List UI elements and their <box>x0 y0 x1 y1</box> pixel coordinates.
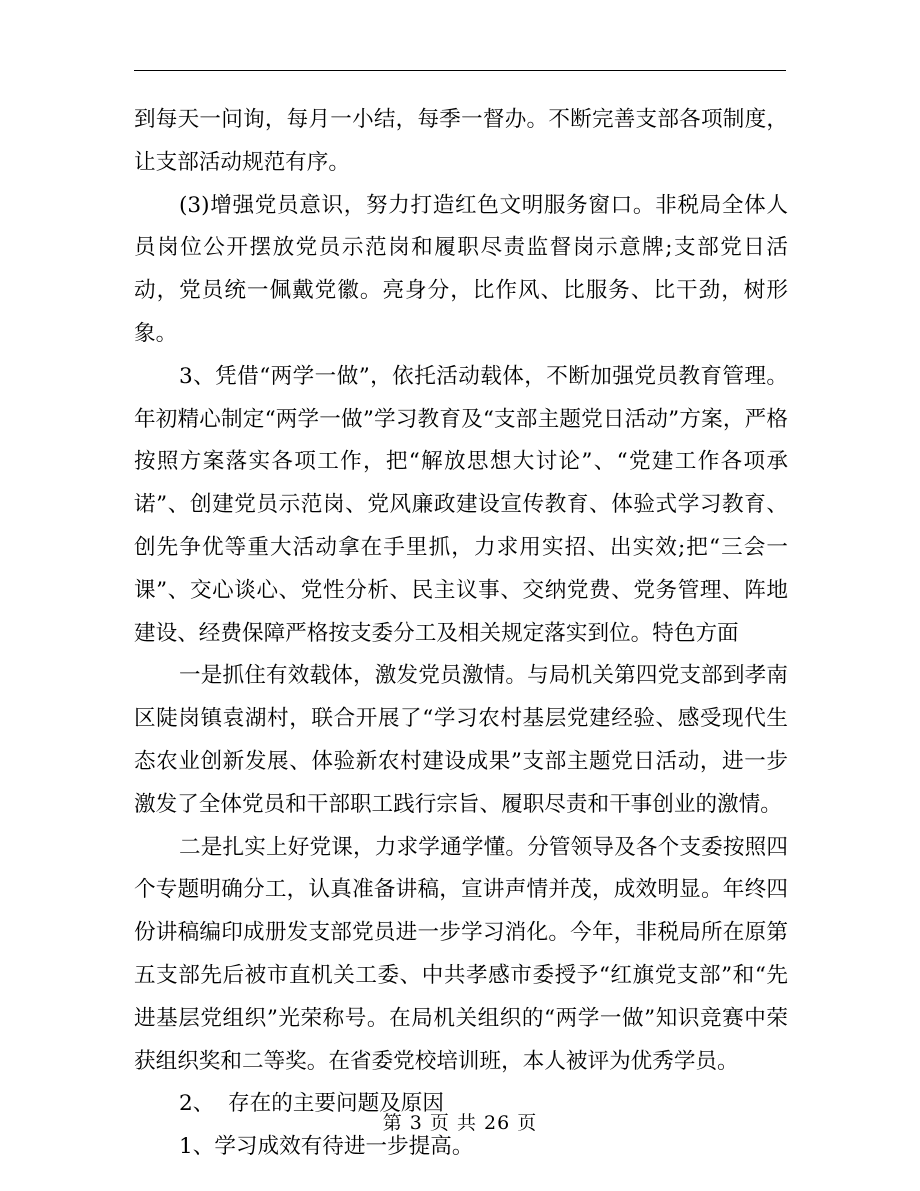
section-heading: 2、 存在的主要问题及原因 <box>179 1091 444 1117</box>
page-number: 第 3 页 共 26 页 <box>382 1112 538 1134</box>
paragraph-4: 一是抓住有效载体，激发党员激情。与局机关第四党支部到孝南区陡岗镇袁湖村，联合开展了“学习农村基层党建经验、感受现代生态农业创新发展、体验新农村建设成果”支部主题党日活动，进一步激发了全体党员和干部职工践行宗旨、履职尽责和干事创业的激情。 <box>134 663 788 817</box>
subsection-heading: 1、学习成效有待进一步提高。 <box>179 1134 474 1160</box>
paragraph-5: 二是扎实上好党课，力求学通学懂。分管领导及各个支委按照四个专题明确分工，认真准备讲稿，宣讲声情并茂，成效明显。年终四份讲稿编印成册发支部党员进一步学习消化。今年，非税局所在原第五支部先后被市直机关工委、中共孝感市委授予“红旗党支部”和“先进基层党组织”光荣称号。在局机关组织的“两学一做”知识竞赛中荣获组织奖和二等奖。在省委党校培训班，本人被评为优秀学员。 <box>134 834 788 1074</box>
header-rule <box>134 70 786 71</box>
document-body <box>134 99 788 1169</box>
paragraph-3: 3、凭借“两学一做”，依托活动载体，不断加强党员教育管理。年初精心制定“两学一做”学习教育及“支部主题党日活动”方案，严格按照方案落实各项工作，把“解放思想大讨论”、“党建工作各项承诺”、创建党员示范岗、党风廉政建设宣传教育、体验式学习教育、创先争优等重大活动拿在手里抓，力求用实招、出实效;把“三会一课”、交心谈心、党性分析、民主议事、交纳党费、党务管理、阵地建设、经费保障严格按支委分工及相关规定落实到位。特色方面 <box>134 363 788 646</box>
paragraph-1: 到每天一问询，每月一小结，每季一督办。不断完善支部各项制度，让支部活动规范有序。 <box>134 107 788 175</box>
paragraph-2: (3)增强党员意识，努力打造红色文明服务窗口。非税局全体人员岗位公开摆放党员示范岗和履职尽责监督岗示意牌;支部党日活动，党员统一佩戴党徽。亮身分，比作风、比服务、比干劲，树形象。 <box>134 192 788 346</box>
